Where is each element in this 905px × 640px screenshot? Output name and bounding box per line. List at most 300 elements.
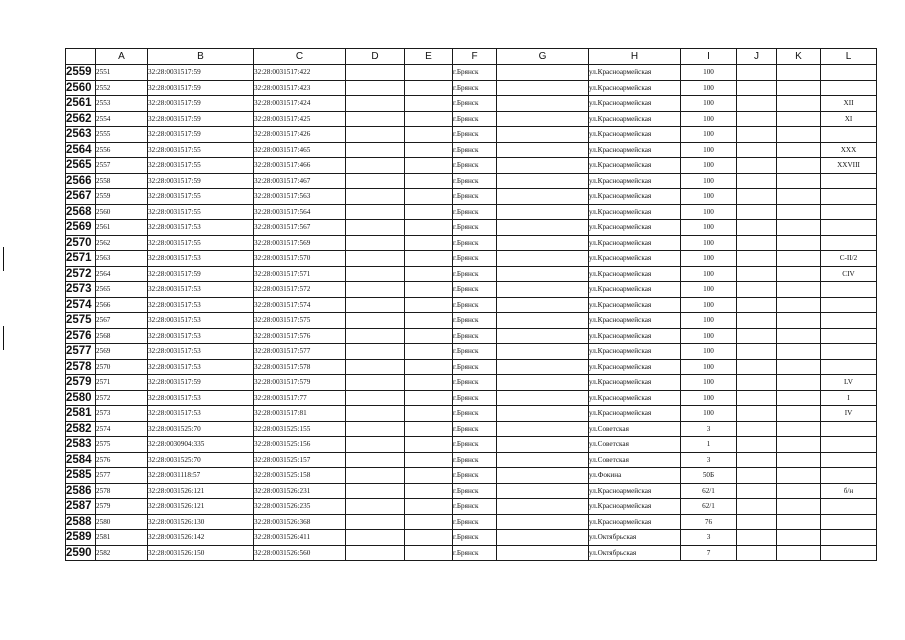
- row-header[interactable]: 2589: [66, 530, 96, 546]
- cell-c[interactable]: 32:28:0031526:231: [254, 483, 346, 499]
- cell-k[interactable]: [777, 313, 821, 329]
- cell-f[interactable]: г.Брянск: [453, 189, 497, 205]
- cell-b[interactable]: 32:28:0031517:55: [148, 142, 254, 158]
- cell-l[interactable]: XXVIII: [821, 158, 877, 174]
- cell-j[interactable]: [737, 297, 777, 313]
- cell-a[interactable]: [96, 204, 148, 220]
- cell-j[interactable]: [737, 468, 777, 484]
- row-header[interactable]: 2590: [66, 545, 96, 561]
- cell-c[interactable]: 32:28:0031517:572: [254, 282, 346, 298]
- cell-h[interactable]: ул.Красноармейская: [589, 204, 681, 220]
- cell-h[interactable]: ул.Красноармейская: [589, 266, 681, 282]
- cell-j[interactable]: [737, 266, 777, 282]
- cell-b[interactable]: 32:28:0031517:53: [148, 220, 254, 236]
- cell-f[interactable]: г.Брянск: [453, 375, 497, 391]
- cell-i[interactable]: 100: [681, 390, 737, 406]
- cell-l[interactable]: LV: [821, 375, 877, 391]
- cell-f[interactable]: г.Брянск: [453, 499, 497, 515]
- row-header[interactable]: 2564: [66, 142, 96, 158]
- row-header[interactable]: 2574: [66, 297, 96, 313]
- cell-c[interactable]: 32:28:0031517:423: [254, 80, 346, 96]
- cell-l[interactable]: [821, 235, 877, 251]
- cell-b[interactable]: 32:28:0031118:57: [148, 468, 254, 484]
- cell-h[interactable]: ул.Красноармейская: [589, 220, 681, 236]
- cell-a[interactable]: [96, 111, 148, 127]
- cell-c[interactable]: 32:28:0031517:571: [254, 266, 346, 282]
- cell-h[interactable]: ул.Советская: [589, 437, 681, 453]
- cell-l[interactable]: [821, 359, 877, 375]
- cell-l[interactable]: [821, 204, 877, 220]
- cell-e[interactable]: [405, 111, 453, 127]
- cell-i[interactable]: 100: [681, 328, 737, 344]
- cell-b[interactable]: 32:28:0031517:59: [148, 65, 254, 81]
- cell-j[interactable]: [737, 390, 777, 406]
- cell-k[interactable]: [777, 344, 821, 360]
- cell-k[interactable]: [777, 251, 821, 267]
- cell-b[interactable]: 32:28:0031517:53: [148, 359, 254, 375]
- cell-k[interactable]: [777, 468, 821, 484]
- cell-g[interactable]: [497, 189, 589, 205]
- cell-e[interactable]: [405, 127, 453, 143]
- cell-b[interactable]: 32:28:0031526:142: [148, 530, 254, 546]
- cell-a[interactable]: [96, 173, 148, 189]
- cell-g[interactable]: [497, 158, 589, 174]
- cell-e[interactable]: [405, 297, 453, 313]
- cell-g[interactable]: [497, 204, 589, 220]
- cell-a[interactable]: [96, 142, 148, 158]
- cell-l[interactable]: IV: [821, 406, 877, 422]
- cell-e[interactable]: [405, 344, 453, 360]
- cell-g[interactable]: [497, 375, 589, 391]
- cell-k[interactable]: [777, 235, 821, 251]
- cell-k[interactable]: [777, 421, 821, 437]
- cell-g[interactable]: [497, 142, 589, 158]
- cell-a[interactable]: [96, 158, 148, 174]
- cell-k[interactable]: [777, 483, 821, 499]
- cell-l[interactable]: [821, 499, 877, 515]
- cell-i[interactable]: 62/1: [681, 499, 737, 515]
- cell-l[interactable]: [821, 297, 877, 313]
- cell-g[interactable]: [497, 266, 589, 282]
- cell-l[interactable]: [821, 437, 877, 453]
- cell-d[interactable]: [346, 189, 405, 205]
- cell-d[interactable]: [346, 313, 405, 329]
- cell-g[interactable]: [497, 220, 589, 236]
- cell-l[interactable]: [821, 421, 877, 437]
- cell-j[interactable]: [737, 282, 777, 298]
- cell-a[interactable]: [96, 127, 148, 143]
- cell-e[interactable]: [405, 406, 453, 422]
- cell-j[interactable]: [737, 375, 777, 391]
- cell-d[interactable]: [346, 328, 405, 344]
- cell-c[interactable]: 32:28:0031517:578: [254, 359, 346, 375]
- cell-a[interactable]: [96, 483, 148, 499]
- cell-j[interactable]: [737, 499, 777, 515]
- cell-e[interactable]: [405, 530, 453, 546]
- cell-l[interactable]: [821, 514, 877, 530]
- cell-d[interactable]: [346, 127, 405, 143]
- cell-e[interactable]: [405, 390, 453, 406]
- cell-d[interactable]: [346, 158, 405, 174]
- cell-h[interactable]: ул.Красноармейская: [589, 96, 681, 112]
- cell-b[interactable]: 32:28:0031517:55: [148, 189, 254, 205]
- cell-b[interactable]: 32:28:0031526:121: [148, 483, 254, 499]
- cell-b[interactable]: 32:28:0031517:53: [148, 344, 254, 360]
- cell-c[interactable]: 32:28:0031517:425: [254, 111, 346, 127]
- cell-c[interactable]: 32:28:0031517:466: [254, 158, 346, 174]
- cell-k[interactable]: [777, 390, 821, 406]
- cell-j[interactable]: [737, 452, 777, 468]
- cell-c[interactable]: 32:28:0031526:411: [254, 530, 346, 546]
- cell-l[interactable]: [821, 452, 877, 468]
- cell-k[interactable]: [777, 514, 821, 530]
- cell-l[interactable]: CIV: [821, 266, 877, 282]
- cell-l[interactable]: б/н: [821, 483, 877, 499]
- row-header[interactable]: 2584: [66, 452, 96, 468]
- column-header[interactable]: E: [405, 49, 453, 65]
- cell-k[interactable]: [777, 359, 821, 375]
- cell-i[interactable]: 100: [681, 142, 737, 158]
- cell-f[interactable]: г.Брянск: [453, 251, 497, 267]
- cell-g[interactable]: [497, 545, 589, 561]
- cell-d[interactable]: [346, 468, 405, 484]
- cell-e[interactable]: [405, 80, 453, 96]
- cell-g[interactable]: [497, 111, 589, 127]
- cell-j[interactable]: [737, 514, 777, 530]
- cell-h[interactable]: ул.Красноармейская: [589, 235, 681, 251]
- cell-e[interactable]: [405, 142, 453, 158]
- cell-d[interactable]: [346, 499, 405, 515]
- cell-f[interactable]: г.Брянск: [453, 80, 497, 96]
- cell-i[interactable]: 100: [681, 375, 737, 391]
- cell-c[interactable]: 32:28:0031517:579: [254, 375, 346, 391]
- row-header[interactable]: 2586: [66, 483, 96, 499]
- row-header[interactable]: 2572: [66, 266, 96, 282]
- cell-i[interactable]: 100: [681, 65, 737, 81]
- cell-g[interactable]: [497, 65, 589, 81]
- cell-e[interactable]: [405, 235, 453, 251]
- cell-f[interactable]: г.Брянск: [453, 266, 497, 282]
- cell-c[interactable]: 32:28:0031525:157: [254, 452, 346, 468]
- cell-a[interactable]: [96, 344, 148, 360]
- cell-e[interactable]: [405, 468, 453, 484]
- column-header[interactable]: D: [346, 49, 405, 65]
- cell-d[interactable]: [346, 266, 405, 282]
- cell-e[interactable]: [405, 313, 453, 329]
- cell-i[interactable]: 100: [681, 189, 737, 205]
- corner-cell[interactable]: [66, 49, 96, 65]
- cell-c[interactable]: 32:28:0031517:576: [254, 328, 346, 344]
- cell-f[interactable]: г.Брянск: [453, 204, 497, 220]
- cell-b[interactable]: 32:28:0031517:53: [148, 406, 254, 422]
- row-header[interactable]: 2583: [66, 437, 96, 453]
- cell-l[interactable]: C-II/2: [821, 251, 877, 267]
- cell-j[interactable]: [737, 406, 777, 422]
- cell-k[interactable]: [777, 406, 821, 422]
- column-header[interactable]: F: [453, 49, 497, 65]
- cell-d[interactable]: [346, 483, 405, 499]
- cell-b[interactable]: 32:28:0031517:55: [148, 235, 254, 251]
- cell-h[interactable]: ул.Красноармейская: [589, 65, 681, 81]
- cell-f[interactable]: г.Брянск: [453, 235, 497, 251]
- cell-e[interactable]: [405, 437, 453, 453]
- row-header[interactable]: 2563: [66, 127, 96, 143]
- cell-d[interactable]: [346, 235, 405, 251]
- cell-i[interactable]: 100: [681, 313, 737, 329]
- row-header[interactable]: 2585: [66, 468, 96, 484]
- cell-f[interactable]: г.Брянск: [453, 514, 497, 530]
- cell-j[interactable]: [737, 127, 777, 143]
- cell-a[interactable]: [96, 468, 148, 484]
- cell-g[interactable]: [497, 514, 589, 530]
- cell-d[interactable]: [346, 282, 405, 298]
- cell-g[interactable]: [497, 96, 589, 112]
- cell-d[interactable]: [346, 530, 405, 546]
- cell-j[interactable]: [737, 530, 777, 546]
- cell-g[interactable]: [497, 251, 589, 267]
- cell-h[interactable]: ул.Красноармейская: [589, 359, 681, 375]
- cell-i[interactable]: 100: [681, 406, 737, 422]
- cell-d[interactable]: [346, 375, 405, 391]
- cell-b[interactable]: 32:28:0031517:53: [148, 282, 254, 298]
- cell-b[interactable]: 32:28:0031517:53: [148, 328, 254, 344]
- cell-k[interactable]: [777, 65, 821, 81]
- cell-i[interactable]: 3: [681, 452, 737, 468]
- cell-h[interactable]: ул.Красноармейская: [589, 375, 681, 391]
- cell-b[interactable]: 32:28:0031517:53: [148, 297, 254, 313]
- cell-d[interactable]: [346, 297, 405, 313]
- cell-i[interactable]: 100: [681, 344, 737, 360]
- cell-b[interactable]: 32:28:0031517:59: [148, 375, 254, 391]
- cell-j[interactable]: [737, 204, 777, 220]
- cell-b[interactable]: 32:28:0031517:55: [148, 204, 254, 220]
- cell-j[interactable]: [737, 111, 777, 127]
- cell-e[interactable]: [405, 173, 453, 189]
- cell-d[interactable]: [346, 390, 405, 406]
- row-header[interactable]: 2575: [66, 313, 96, 329]
- cell-j[interactable]: [737, 437, 777, 453]
- cell-j[interactable]: [737, 421, 777, 437]
- cell-k[interactable]: [777, 452, 821, 468]
- cell-k[interactable]: [777, 266, 821, 282]
- cell-k[interactable]: [777, 297, 821, 313]
- cell-c[interactable]: 32:28:0031517:564: [254, 204, 346, 220]
- cell-d[interactable]: [346, 421, 405, 437]
- cell-l[interactable]: XI: [821, 111, 877, 127]
- cell-a[interactable]: [96, 390, 148, 406]
- cell-f[interactable]: г.Брянск: [453, 142, 497, 158]
- cell-k[interactable]: [777, 173, 821, 189]
- cell-k[interactable]: [777, 499, 821, 515]
- cell-b[interactable]: 32:28:0031517:55: [148, 158, 254, 174]
- cell-h[interactable]: ул.Красноармейская: [589, 499, 681, 515]
- cell-a[interactable]: [96, 65, 148, 81]
- cell-g[interactable]: [497, 437, 589, 453]
- cell-d[interactable]: [346, 142, 405, 158]
- row-header[interactable]: 2561: [66, 96, 96, 112]
- cell-g[interactable]: [497, 530, 589, 546]
- cell-e[interactable]: [405, 266, 453, 282]
- cell-e[interactable]: [405, 545, 453, 561]
- cell-d[interactable]: [346, 111, 405, 127]
- cell-c[interactable]: 32:28:0031525:156: [254, 437, 346, 453]
- cell-i[interactable]: 100: [681, 297, 737, 313]
- cell-i[interactable]: 100: [681, 220, 737, 236]
- cell-l[interactable]: [821, 530, 877, 546]
- row-header[interactable]: 2571: [66, 251, 96, 267]
- cell-j[interactable]: [737, 545, 777, 561]
- cell-h[interactable]: ул.Красноармейская: [589, 189, 681, 205]
- cell-a[interactable]: [96, 437, 148, 453]
- cell-h[interactable]: ул.Советская: [589, 452, 681, 468]
- row-header[interactable]: 2567: [66, 189, 96, 205]
- cell-b[interactable]: 32:28:0031517:53: [148, 313, 254, 329]
- cell-g[interactable]: [497, 499, 589, 515]
- cell-h[interactable]: ул.Красноармейская: [589, 111, 681, 127]
- cell-a[interactable]: [96, 514, 148, 530]
- row-header[interactable]: 2562: [66, 111, 96, 127]
- cell-i[interactable]: 100: [681, 111, 737, 127]
- cell-h[interactable]: ул.Красноармейская: [589, 344, 681, 360]
- cell-e[interactable]: [405, 251, 453, 267]
- cell-f[interactable]: г.Брянск: [453, 111, 497, 127]
- cell-g[interactable]: [497, 173, 589, 189]
- cell-j[interactable]: [737, 173, 777, 189]
- cell-c[interactable]: 32:28:0031517:465: [254, 142, 346, 158]
- cell-f[interactable]: г.Брянск: [453, 282, 497, 298]
- cell-j[interactable]: [737, 189, 777, 205]
- cell-b[interactable]: 32:28:0031525:70: [148, 452, 254, 468]
- row-header[interactable]: 2570: [66, 235, 96, 251]
- cell-b[interactable]: 32:28:0031517:59: [148, 111, 254, 127]
- cell-e[interactable]: [405, 375, 453, 391]
- cell-c[interactable]: 32:28:0031526:368: [254, 514, 346, 530]
- cell-k[interactable]: [777, 437, 821, 453]
- cell-j[interactable]: [737, 80, 777, 96]
- cell-h[interactable]: ул.Красноармейская: [589, 282, 681, 298]
- cell-g[interactable]: [497, 406, 589, 422]
- cell-h[interactable]: ул.Советская: [589, 421, 681, 437]
- cell-k[interactable]: [777, 375, 821, 391]
- cell-k[interactable]: [777, 189, 821, 205]
- cell-g[interactable]: [497, 390, 589, 406]
- cell-a[interactable]: [96, 530, 148, 546]
- cell-k[interactable]: [777, 127, 821, 143]
- cell-g[interactable]: [497, 468, 589, 484]
- cell-i[interactable]: 100: [681, 251, 737, 267]
- cell-f[interactable]: г.Брянск: [453, 158, 497, 174]
- cell-k[interactable]: [777, 80, 821, 96]
- cell-b[interactable]: 32:28:0031526:130: [148, 514, 254, 530]
- row-header[interactable]: 2565: [66, 158, 96, 174]
- cell-j[interactable]: [737, 158, 777, 174]
- cell-l[interactable]: [821, 545, 877, 561]
- cell-i[interactable]: 100: [681, 204, 737, 220]
- cell-c[interactable]: 32:28:0031517:422: [254, 65, 346, 81]
- cell-k[interactable]: [777, 328, 821, 344]
- cell-f[interactable]: г.Брянск: [453, 483, 497, 499]
- cell-h[interactable]: ул.Красноармейская: [589, 313, 681, 329]
- cell-d[interactable]: [346, 96, 405, 112]
- cell-l[interactable]: XII: [821, 96, 877, 112]
- cell-i[interactable]: 1: [681, 437, 737, 453]
- cell-h[interactable]: ул.Красноармейская: [589, 80, 681, 96]
- column-header[interactable]: H: [589, 49, 681, 65]
- row-header[interactable]: 2578: [66, 359, 96, 375]
- cell-f[interactable]: г.Брянск: [453, 452, 497, 468]
- cell-c[interactable]: 32:28:0031517:81: [254, 406, 346, 422]
- cell-b[interactable]: 32:28:0031526:121: [148, 499, 254, 515]
- row-header[interactable]: 2581: [66, 406, 96, 422]
- cell-h[interactable]: ул.Фокина: [589, 468, 681, 484]
- cell-c[interactable]: 32:28:0031526:235: [254, 499, 346, 515]
- cell-g[interactable]: [497, 297, 589, 313]
- cell-h[interactable]: ул.Красноармейская: [589, 297, 681, 313]
- cell-h[interactable]: ул.Красноармейская: [589, 158, 681, 174]
- column-header[interactable]: J: [737, 49, 777, 65]
- cell-a[interactable]: [96, 282, 148, 298]
- cell-a[interactable]: [96, 545, 148, 561]
- cell-c[interactable]: 32:28:0031525:158: [254, 468, 346, 484]
- cell-c[interactable]: 32:28:0031517:574: [254, 297, 346, 313]
- row-header[interactable]: 2579: [66, 375, 96, 391]
- cell-j[interactable]: [737, 344, 777, 360]
- cell-i[interactable]: 100: [681, 235, 737, 251]
- cell-f[interactable]: г.Брянск: [453, 96, 497, 112]
- cell-d[interactable]: [346, 545, 405, 561]
- cell-c[interactable]: 32:28:0031517:426: [254, 127, 346, 143]
- cell-l[interactable]: [821, 80, 877, 96]
- cell-c[interactable]: 32:28:0031517:577: [254, 344, 346, 360]
- cell-k[interactable]: [777, 96, 821, 112]
- cell-h[interactable]: ул.Красноармейская: [589, 173, 681, 189]
- cell-b[interactable]: 32:28:0031517:59: [148, 80, 254, 96]
- cell-l[interactable]: [821, 344, 877, 360]
- cell-f[interactable]: г.Брянск: [453, 127, 497, 143]
- row-header[interactable]: 2573: [66, 282, 96, 298]
- cell-k[interactable]: [777, 204, 821, 220]
- cell-l[interactable]: [821, 282, 877, 298]
- cell-h[interactable]: ул.Красноармейская: [589, 251, 681, 267]
- cell-c[interactable]: 32:28:0031526:560: [254, 545, 346, 561]
- cell-d[interactable]: [346, 514, 405, 530]
- cell-j[interactable]: [737, 220, 777, 236]
- cell-i[interactable]: 100: [681, 80, 737, 96]
- cell-e[interactable]: [405, 514, 453, 530]
- cell-b[interactable]: 32:28:0031517:53: [148, 390, 254, 406]
- cell-e[interactable]: [405, 421, 453, 437]
- cell-j[interactable]: [737, 96, 777, 112]
- cell-a[interactable]: [96, 452, 148, 468]
- cell-j[interactable]: [737, 328, 777, 344]
- cell-d[interactable]: [346, 452, 405, 468]
- cell-i[interactable]: 100: [681, 266, 737, 282]
- cell-g[interactable]: [497, 127, 589, 143]
- cell-d[interactable]: [346, 220, 405, 236]
- cell-g[interactable]: [497, 235, 589, 251]
- cell-e[interactable]: [405, 204, 453, 220]
- column-header[interactable]: L: [821, 49, 877, 65]
- cell-h[interactable]: ул.Октябрьская: [589, 545, 681, 561]
- cell-f[interactable]: г.Брянск: [453, 313, 497, 329]
- cell-d[interactable]: [346, 80, 405, 96]
- cell-e[interactable]: [405, 282, 453, 298]
- cell-k[interactable]: [777, 142, 821, 158]
- cell-d[interactable]: [346, 204, 405, 220]
- cell-i[interactable]: 7: [681, 545, 737, 561]
- cell-h[interactable]: ул.Красноармейская: [589, 142, 681, 158]
- cell-d[interactable]: [346, 251, 405, 267]
